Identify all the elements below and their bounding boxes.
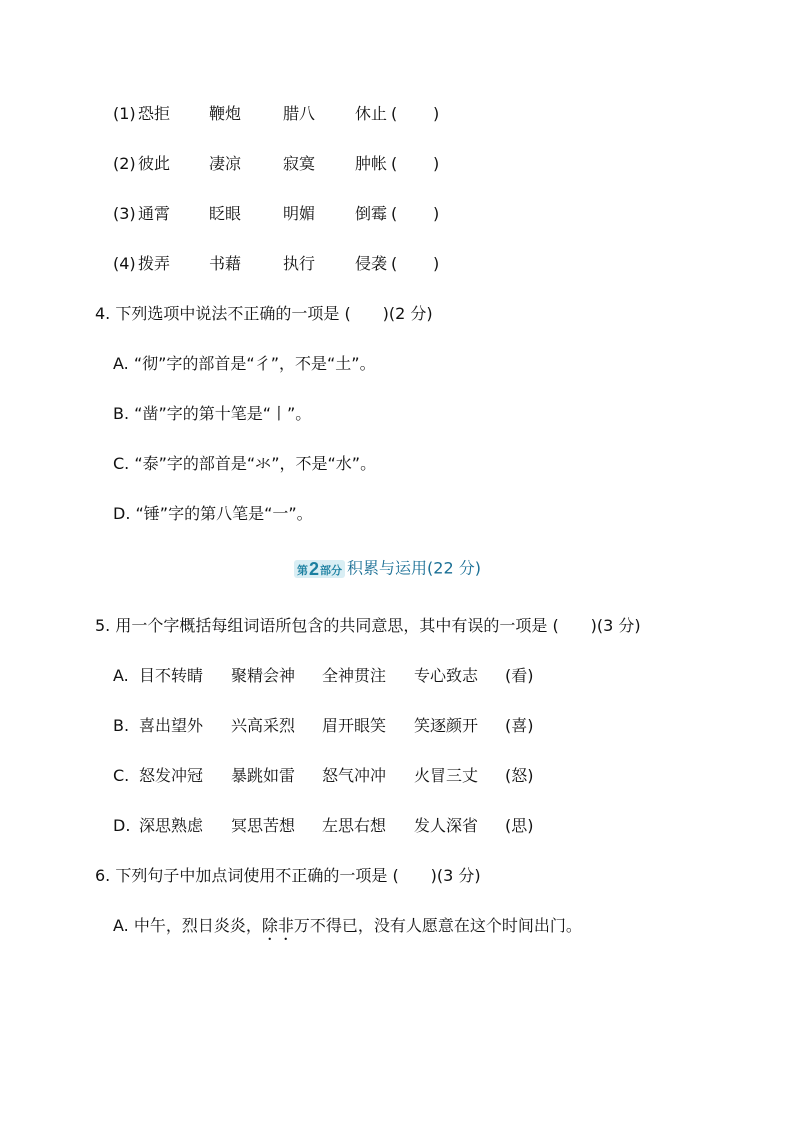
- question-6-stem: 6. 下列句子中加点词使用不正确的一项是 ( )(3 分): [95, 866, 481, 885]
- q3-word: 执行: [283, 254, 316, 273]
- q3-word: 恐拒: [138, 104, 171, 123]
- section-2-header: [294, 556, 481, 580]
- idiom: 左思右想: [322, 816, 387, 835]
- q3-row-num: (2): [113, 154, 136, 173]
- q3-row-num: (1): [113, 104, 136, 123]
- answer-paren-close: ): [433, 254, 440, 273]
- q3-row-num: (3): [113, 204, 136, 223]
- q3-word: 侵袭: [355, 254, 388, 273]
- idiom: 发人深省: [414, 816, 479, 835]
- question-4-stem: 4. 下列选项中说法不正确的一项是 ( )(2 分): [95, 304, 433, 323]
- q3-word: 书藉: [209, 254, 242, 273]
- q3-word: 拨弄: [138, 254, 171, 273]
- option-answer: (怒): [505, 766, 534, 785]
- idiom: 喜出望外: [139, 716, 204, 735]
- q3-word: 眨眼: [209, 204, 242, 223]
- idiom: 深思熟虑: [139, 816, 204, 835]
- option-answer: (看): [505, 666, 534, 685]
- q3-word: 肿帐: [355, 154, 388, 173]
- idiom: 兴高采烈: [231, 716, 296, 735]
- idiom: 专心致志: [414, 666, 479, 685]
- q3-word: 通霄: [138, 204, 171, 223]
- option-label: C.: [113, 766, 130, 785]
- dotted-word: 除非: [261, 916, 294, 935]
- idiom: 笑逐颜开: [414, 716, 479, 735]
- answer-paren-close: ): [433, 104, 440, 123]
- q3-word: 腊八: [283, 104, 316, 123]
- idiom: 怒发冲冠: [139, 766, 204, 785]
- idiom: 聚精会神: [231, 666, 296, 685]
- idiom: 火冒三丈: [414, 766, 479, 785]
- question-4-option-d: D. “锤”字的第八笔是“一”。: [113, 504, 313, 523]
- q3-word: 寂寞: [283, 154, 316, 173]
- option-label: B.: [113, 716, 130, 735]
- question-4-option-b: B. “凿”字的第十笔是“丨”。: [113, 404, 312, 423]
- option-label: D.: [113, 816, 131, 835]
- answer-paren-open: (: [391, 104, 398, 123]
- q3-word: 凄凉: [209, 154, 242, 173]
- section-badge: 第2部分: [294, 560, 345, 578]
- q3-word: 彼此: [138, 154, 171, 173]
- option-answer: (喜): [505, 716, 534, 735]
- answer-paren-open: (: [391, 204, 398, 223]
- idiom: 怒气冲冲: [322, 766, 387, 785]
- answer-paren-open: (: [391, 154, 398, 173]
- question-6-option-a: A. 中午，烈日炎炎，除非万不得已，没有人愿意在这个时间出门。: [113, 916, 582, 935]
- option-answer: (思): [505, 816, 534, 835]
- idiom: 目不转睛: [139, 666, 204, 685]
- answer-paren-close: ): [433, 204, 440, 223]
- q3-word: 倒霉: [355, 204, 388, 223]
- idiom: 全神贯注: [322, 666, 387, 685]
- idiom: 眉开眼笑: [322, 716, 387, 735]
- q3-word: 明媚: [283, 204, 316, 223]
- option-label: A.: [113, 666, 129, 685]
- q3-word: 休止: [355, 104, 388, 123]
- idiom: 冥思苦想: [231, 816, 296, 835]
- section-title: 积累与运用(22 分): [347, 558, 481, 578]
- question-5-stem: 5. 用一个字概括每组词语所包含的共同意思，其中有误的一项是 ( )(3 分): [95, 616, 641, 635]
- q3-word: 鞭炮: [209, 104, 242, 123]
- question-4-option-a: A. “彻”字的部首是“彳”，不是“土”。: [113, 354, 376, 373]
- q3-row-num: (4): [113, 254, 136, 273]
- answer-paren-close: ): [433, 154, 440, 173]
- question-4-option-c: C. “泰”字的部首是“氺”，不是“水”。: [113, 454, 377, 473]
- answer-paren-open: (: [391, 254, 398, 273]
- idiom: 暴跳如雷: [231, 766, 296, 785]
